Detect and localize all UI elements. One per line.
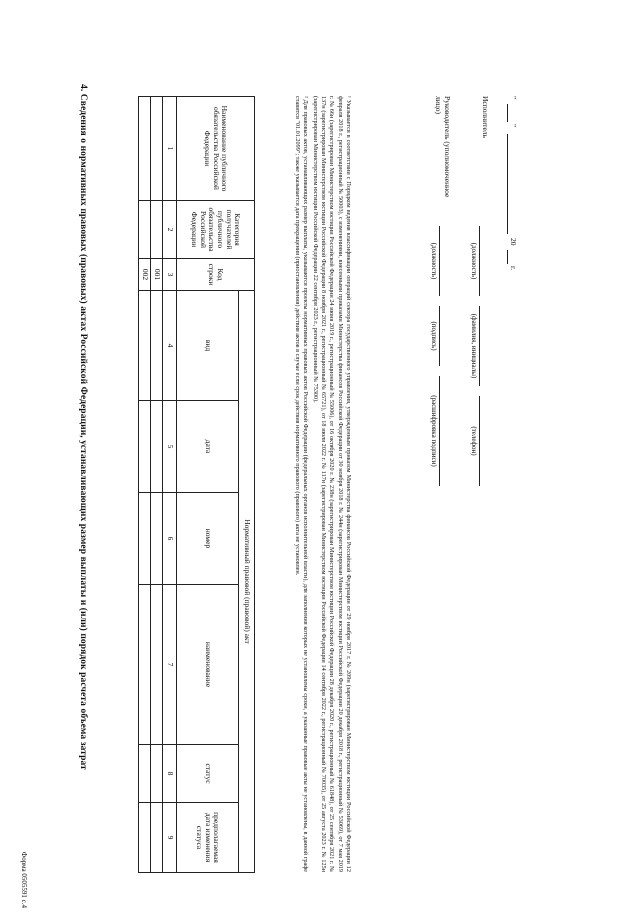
date-year: 20 [509,238,518,246]
name-caption: (фамилия, инициалы) [470,313,478,379]
column-number: 3 [163,259,177,291]
header-act-number: номер [177,493,239,585]
table-cell [151,401,163,493]
column-number: 4 [163,291,177,401]
table-cell [139,291,151,401]
header-status-change-date: предполагаемая дата изменения статуса [177,803,239,873]
header-obligation-name: Наименование публичного обязательства Российской Федерации [177,97,255,201]
table-cell [151,803,163,873]
signature-line [479,226,480,296]
column-number: 6 [163,493,177,585]
signature-line [439,226,440,296]
table-cell [139,401,151,493]
head-label: Руководитель (уполномоченное лицо) [434,96,452,198]
footnote-2: ² Для правовых актов, устанавливающих размер выплаты, указываются проекты нормативных правовых актов Российской Федерации (федеральных органов исполнительной власти), для заполнения которых не установлены сроки, а указанные правовые акты не установлены, в данной графе ставится "01.01.2099"; также указывается дата прекращения (приостановления) действия актов в случае если срок действия нормативного правового (правового) акта не установлен. [293,96,310,872]
column-number: 5 [163,401,177,493]
position-caption: (должность) [430,242,438,280]
normative-acts-table [138,96,255,873]
footnote-1: ¹ Указывается в соответствии с Порядком ведения классификации операций сектора государственного управления, утвержденным приказом Министерства финансов Российской Федерации от 29 ноября 2017 г. № 209н (зарегистрирован Министерством юстиции Российской Федерации 12 февраля 2018 г., регистрационный № 50003), с изменениями, внесенными приказами Министерства финансов Российской Федерации от 30 ноября 2018 г. № 244н (зарегистрирован Министерством юстиции Российской Федерации 20 декабря 2018 г., регистрационный № 53069), от 7 мая 2019 г. № 66н (зарегистрирован Министерством юстиции Российской Федерации 24 июня 2019 г., регистрационный № 55006), от 16 октября 2020 г. № 238н (зарегистрирован Министерством юстиции Российской Федерации 28 декабря 2020 г., регистрационный № 61848), от 25 сентября 2021 г. № 137н (зарегистрирован Министерством юстиции Российской Федерации 8 ноября 2021 г., регистрационный № 65721), от 18 июля 2022 г. № 117н (зарегистрирован Министерством юстиции Российской Федерации 14 сентября 2022 г., регистрационный № 70035), от 25 августа 2023 г. № 125н (зарегистрирован Министерством юстиции Российской Федерации 22 сентября 2023 г., регистрационный № 75300). [311,96,352,872]
signature-caption: (подпись) [430,321,438,351]
column-number: 9 [163,803,177,873]
column-numbers-row [163,97,177,873]
decoding-caption: (расшифровка подписи) [430,395,438,467]
header-act-name: наименование [177,585,239,745]
date-suffix: г. [509,266,518,271]
phone-caption: (телефон) [470,426,478,456]
signature-line [439,306,440,366]
column-number: 8 [163,745,177,803]
table-cell [151,291,163,401]
date-year-line [507,250,508,264]
table-cell [139,803,151,873]
header-normative-act: Нормативный правовой (правовой) акт [239,291,255,873]
table-cell [151,745,163,803]
executor-label: Исполнитель [481,96,490,138]
table-cell [139,201,151,259]
table-cell [151,493,163,585]
section-title: 4. Сведения о нормативных правовых (правовых) актах Российской Федерации, устанавливающих размер выплаты и (или) порядок расчета объема затрат [78,84,88,770]
table-row [151,97,163,873]
row-code: 002 [139,259,151,291]
header-act-status: статус [177,745,239,803]
row-code: 001 [151,259,163,291]
header-recipient-category: Категория получателей публичного обязательства Российской Федерации [177,201,255,259]
date-quote-close: " [509,124,518,128]
date-quote-open: " [509,96,518,100]
header-act-date: дата [177,401,239,493]
table-cell [139,97,151,201]
header-act-type: вид [177,291,239,401]
header-row-code: Код строки [177,259,255,291]
table-row [139,97,151,873]
form-code: Форма 0505591 с.4 [20,851,28,908]
signature-line [479,306,480,386]
table-cell [151,201,163,259]
date-day-line [507,104,508,122]
signature-line [479,396,480,486]
table-cell [139,585,151,745]
signature-line [439,376,440,486]
footnotes [291,96,352,872]
table-cell [151,97,163,201]
column-number: 2 [163,201,177,259]
date-month-line [507,134,508,234]
table-cell [139,493,151,585]
table-cell [139,745,151,803]
column-number: 1 [163,97,177,201]
column-number: 7 [163,585,177,745]
executor-position-caption: (должность) [470,242,478,280]
table-cell [151,585,163,745]
